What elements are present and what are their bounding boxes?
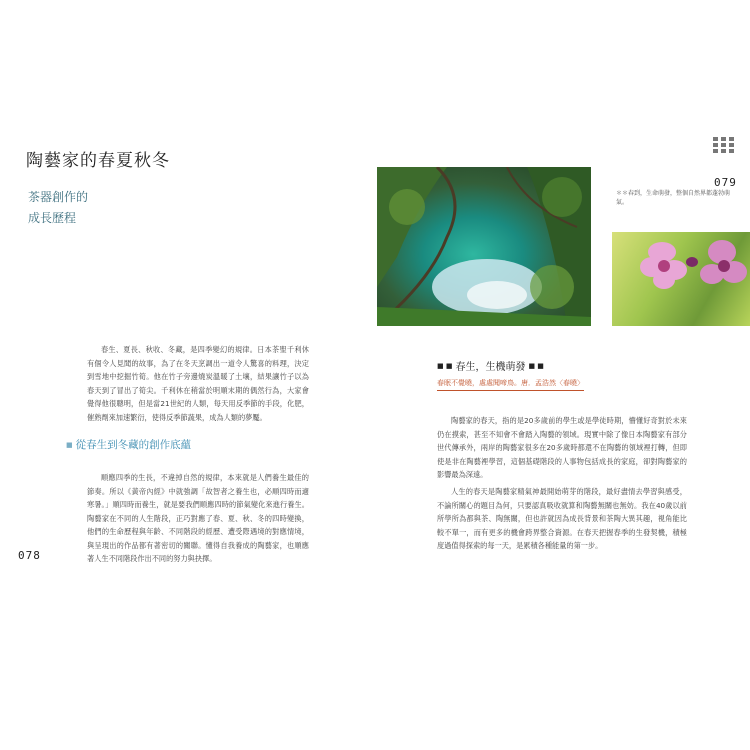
page-title: 陶藝家的春夏秋冬 [26,151,170,171]
spring-paragraph-2: 人生的春天是陶藝家精氣神最開始萌芽的階段，最好盡情去學習與感受，不論所關心的題目為何，只要認真吸收就算和陶藝無關也無妨。我在40歲以前所學所為都與茶、陶無關，但也許就因為成長背景和茶陶大異其趣，視角能比較不單一，而有更多的機會跨界整合資源。在春天把握春季的生發契機，積極度過值得探索的每一天，是累積各種能量的第一步。 [437,487,687,551]
page-number-right: 079 [714,176,737,189]
intro-paragraph: 春生、夏長、秋收、冬藏，是四季變幻的規律。日本茶聖千利休有個令人見聞的故事，為了在冬天烹調出一道令人驚喜的料理，決定到雪地中挖掘竹筍。他在竹子旁邊燒炭溫暖了土壤，結果讓竹子以為春天到了冒出了筍尖。千利休在稍當於明順末期的偶然行為，大家會覺得他很聰明，但是當21世紀的人類，每天用反季節的手段，化肥，催熟劑來加速繁衍，使得反季節蔬果，成為人類的夢魘。 [87,345,309,422]
subtitle-line-1: 茶器創作的 [28,190,89,204]
right-page [375,0,750,750]
section-heading-winter [66,437,191,452]
heading-block-icon: ■ ■ [437,361,453,370]
photo-caption: ＊＊春到，生命萌發，整個自然界都蓬勃萌氣。 [616,190,731,206]
section-heading-text: 從春生到冬藏的創作底蘊 [75,439,192,451]
decorative-dots-icon [713,137,735,153]
page-number-left: 078 [18,549,41,562]
section-paragraph: 順應四季的生長，不違掉自然的規律，本來就是人們養生最佳的節奏。所以《黃帝內經》中就強調「故智者之養生也，必順四時而適寒暑。」順四時而養生，就是要我們順應四時的節氣變化來進行養生。陶藝家在不同的人生階段，正巧對應了春、夏、秋、冬的四時變換，他們的生命歷程與年齡、不同階段的經歷、遭受際遇境的對應情境，與呈現出的作品都有著密切的關聯。懂得自我養成的陶藝家，也順應著人生不同階段作出不同的努力與抉擇。 [87,473,309,564]
subtitle-line-2: 成長歷程 [28,211,77,225]
forest-lake-photo [377,167,591,326]
section-heading-spring [437,358,544,373]
heading-block-icon-end: ■ ■ [528,361,544,370]
spring-paragraph-1: 陶藝家的春天，指的是20多歲前的學生或是學徒時期，懵懂好奇對於未來仍在摸索，甚至不知會不會踏入陶藝的領域。現實中除了像日本陶藝家有部分世代傳承外，兩岸的陶藝家很多在20多歲時都還不在陶藝的領域裡打轉，但即使是非在陶藝裡學習，這個基礎階段的人事物包括成長的家庭，卻對陶藝家的影響最為深遠。 [437,416,687,480]
section-marker-icon: ■ [66,440,73,449]
poem-quote: 春眠不覺曉，處處聞啼鳥。唐．孟浩然〈春曉〉 [437,378,584,391]
pink-flower-photo [612,232,750,326]
page-subtitle [28,187,88,229]
spring-heading-text: 春生，生機萌發 [455,362,526,373]
